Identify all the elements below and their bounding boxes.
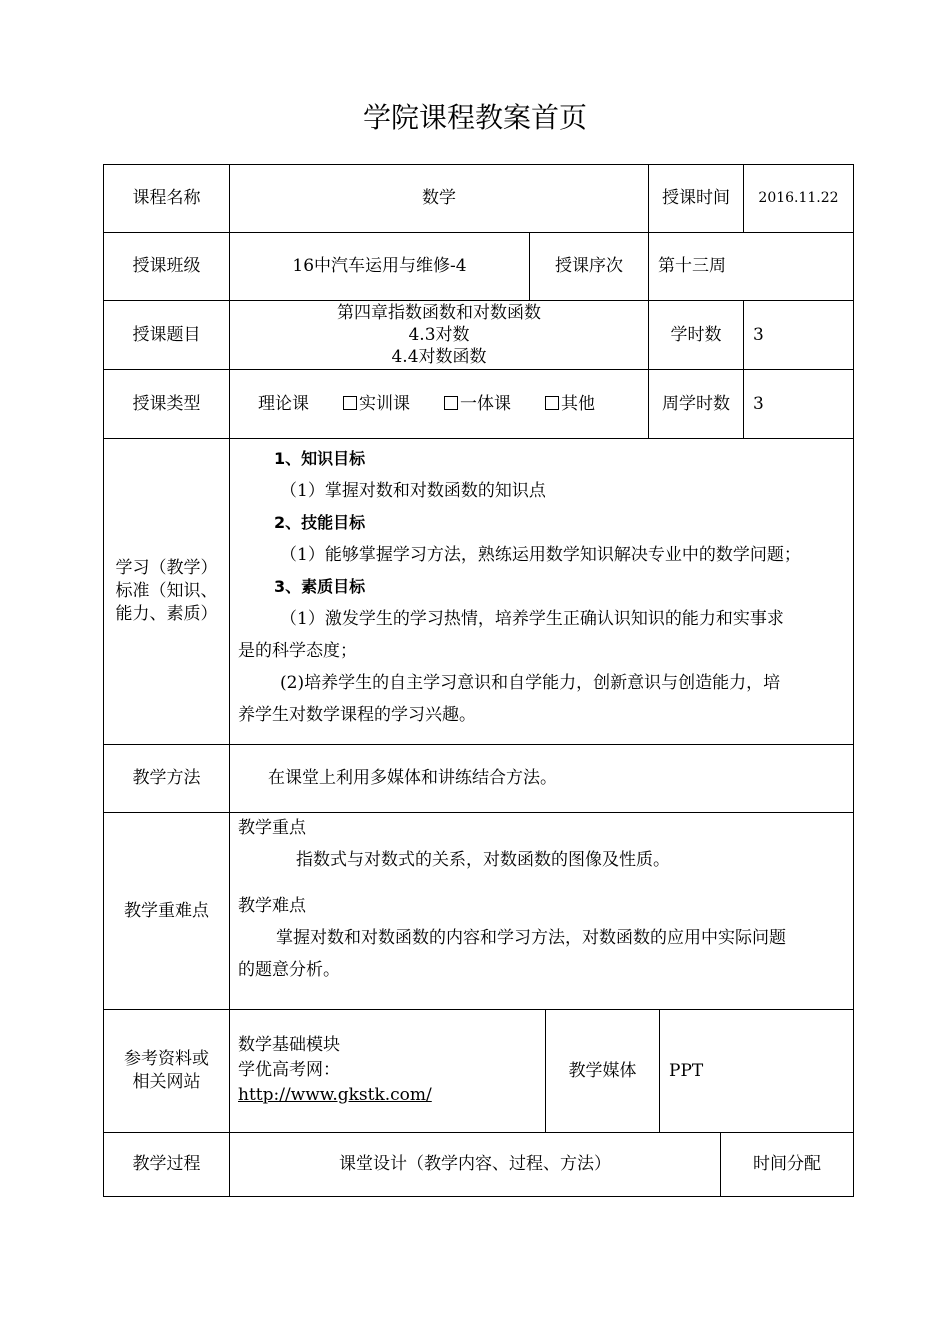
- standard-label-line: 学习（教学）: [115, 558, 218, 578]
- difficulty-title: 教学难点: [238, 896, 306, 916]
- reference-item: 学优高考网：: [238, 1060, 340, 1080]
- sequence-label: 授课序次: [555, 256, 623, 276]
- checkbox-other[interactable]: [545, 396, 559, 410]
- topic-line: 第四章指数函数和对数函数: [337, 303, 541, 323]
- weekly-hours-label: 周学时数: [662, 393, 730, 414]
- reference-label-line: 相关网站: [132, 1072, 201, 1092]
- goal-text-skill: （1）能够掌握学习方法，熟练运用数学知识解决专业中的数学问题；: [280, 545, 801, 565]
- method-value: 在课堂上利用多媒体和讲练结合方法。: [268, 768, 557, 788]
- class-value: 16中汽车运用与维修-4: [292, 256, 467, 276]
- focus-text: 指数式与对数式的关系，对数函数的图像及性质。: [296, 850, 670, 870]
- standard-content: [238, 443, 848, 731]
- standard-label-line: 能力、素质）: [115, 604, 218, 624]
- goal-text-knowledge: （1）掌握对数和对数函数的知识点: [280, 481, 546, 501]
- media-label: 教学媒体: [568, 1060, 637, 1081]
- type-options: [230, 370, 648, 438]
- topic-line: 4.3对数: [408, 325, 470, 345]
- hours-value: 3: [753, 324, 764, 345]
- checkbox-integrated[interactable]: [444, 396, 458, 410]
- goal-text-quality-2a: (2)培养学生的自主学习意识和自学能力，创新意识与创造能力，培: [280, 673, 781, 693]
- goal-heading-knowledge: 1、知识目标: [274, 449, 366, 468]
- method-label: 教学方法: [132, 768, 201, 788]
- reference-label-line: 参考资料或: [124, 1049, 209, 1069]
- goal-text-quality-1b: 是的科学态度；: [238, 641, 357, 661]
- page-title: 学院课程教案首页: [362, 101, 587, 134]
- course-name-value: 数学: [422, 188, 456, 208]
- reference-item: 数学基础模块: [238, 1035, 340, 1055]
- process-label: 教学过程: [132, 1154, 201, 1174]
- design-header: 课堂设计（教学内容、过程、方法）: [339, 1154, 611, 1174]
- option-other[interactable]: 其他: [545, 393, 595, 416]
- checkbox-practical[interactable]: [343, 396, 357, 410]
- time-allocation-header: 时间分配: [753, 1154, 821, 1174]
- option-integrated[interactable]: 一体课: [444, 393, 511, 416]
- teach-time-label: 授课时间: [662, 188, 730, 208]
- key-points-label: 教学重难点: [124, 900, 209, 921]
- goal-text-quality-2b: 养学生对数学课程的学习兴趣。: [238, 705, 476, 725]
- topic-line: 4.4对数函数: [391, 347, 487, 367]
- goal-text-quality-1a: （1）激发学生的学习热情，培养学生正确认识知识的能力和实事求: [280, 609, 784, 629]
- difficulty-text-a: 掌握对数和对数函数的内容和学习方法，对数函数的应用中实际问题: [276, 928, 786, 948]
- focus-title: 教学重点: [238, 818, 306, 838]
- hours-label: 学时数: [670, 324, 722, 345]
- media-value: PPT: [669, 1060, 704, 1081]
- reference-label: [104, 1010, 229, 1132]
- option-theory: 理论课: [258, 393, 309, 414]
- reference-link[interactable]: http://www.gkstk.com/: [238, 1085, 432, 1105]
- difficulty-text-b: 的题意分析。: [238, 960, 340, 980]
- reference-content: [238, 1033, 538, 1108]
- course-name-label: 课程名称: [132, 188, 201, 208]
- topic-label: 授课题目: [132, 324, 201, 345]
- option-practical[interactable]: 实训课: [343, 393, 410, 416]
- sequence-value: 第十三周: [658, 256, 726, 276]
- key-points-content: [238, 812, 850, 986]
- topic-value: [230, 301, 648, 369]
- weekly-hours-value: 3: [753, 393, 764, 414]
- standard-label-line: 标准（知识、: [115, 581, 218, 601]
- goal-heading-skill: 2、技能目标: [274, 513, 366, 532]
- type-label: 授课类型: [132, 393, 201, 414]
- standard-label: [104, 439, 229, 744]
- teach-time-value: 2016.11.22: [758, 190, 839, 206]
- goal-heading-quality: 3、素质目标: [274, 577, 366, 596]
- class-label: 授课班级: [132, 256, 201, 276]
